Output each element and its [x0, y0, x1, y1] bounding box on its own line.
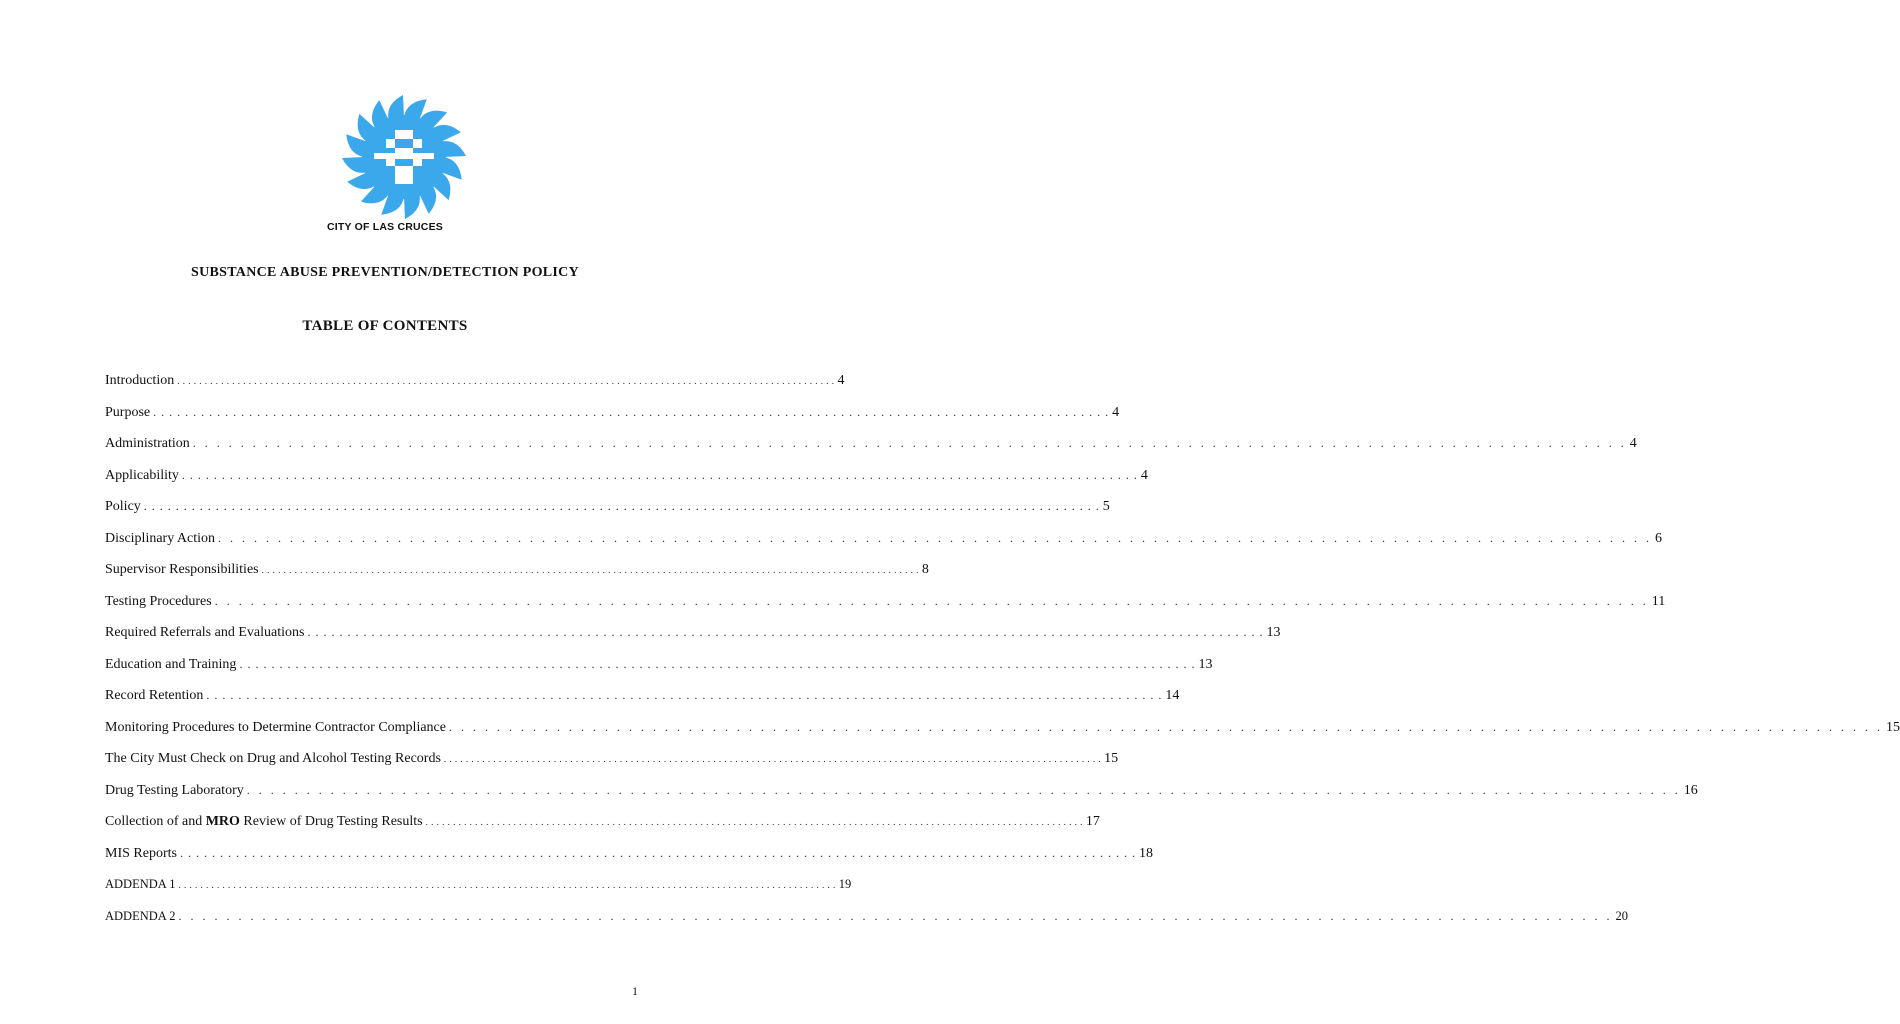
toc-label: Supervisor Responsibilities	[105, 562, 259, 577]
toc-label-suffix: Review of Drug Testing Results	[239, 814, 423, 829]
toc-entry-disciplinary-action[interactable]	[105, 530, 1663, 563]
toc-label: Testing Procedures	[105, 593, 212, 609]
toc-entry-drug-testing-laboratory[interactable]	[105, 782, 1698, 815]
logo-check	[413, 139, 422, 148]
toc-title: TABLE OF CONTENTS	[302, 318, 468, 334]
dot-leader: . . . . . . . . . . . . . . . . . . . . . . . . . . . . . . . . . . . . . . . . . . . . . . . . . . . . . . . . . . . . . . . . . . . . . . . . . . . . . . . . . . . . . . . . . . . . . . . . . . . . . . . . . . . . . . . . . . . . . . . .	[143, 499, 1100, 513]
toc-page: 13	[1266, 625, 1281, 640]
toc-page: 14	[1165, 688, 1180, 703]
dot-leader: . . . . . . . . . . . . . . . . . . . . . . . . . . . . . . . . . . . . . . . . . . . . . . . . . . . . . . . . . . . . . . . . . . . . . . . . . . . . . . . . . . . . . . . . . . . . . . . . . . . . . . . . . . . . . . . . . . . . . . . .	[192, 436, 1627, 450]
toc-label: Required Referrals and Evaluations	[105, 625, 305, 640]
dot-leader: . . . . . . . . . . . . . . . . . . . . . . . . . . . . . . . . . . . . . . . . . . . . . . . . . . . . . . . . . . . . . . . . . . . . . . . . . . . . . . . . . . . . . . . . . . . . . . . . . . . . . . . . . . . . . . . . . . . . . . . .	[307, 625, 1264, 639]
dot-leader: . . . . . . . . . . . . . . . . . . . . . . . . . . . . . . . . . . . . . . . . . . . . . . . . . . . . . . . . . . . . . . . . . . . . . . . . . . . . . . . . . . . . . . . . . . . . . . . . . . . . . . . . . . . . . . . . . . . . . . . .	[206, 688, 1163, 702]
toc-entry-supervisor-responsibilities[interactable]	[105, 562, 929, 594]
dot-leader: . . . . . . . . . . . . . . . . . . . . . . . . . . . . . . . . . . . . . . . . . . . . . . . . . . . . . . . . . . . . . . . . . . . . . . . . . . . . . . . . . . . . . . . . . . . . . . . . . . . . . . . . . . . . . . . . . . . . . . . .	[425, 817, 1083, 827]
logo-check	[386, 139, 395, 148]
toc-label: ADDENDA 2	[105, 908, 176, 923]
toc-page: 13	[1198, 656, 1213, 672]
toc-entry-applicability[interactable]	[105, 467, 1148, 500]
toc-page: 4	[1140, 467, 1148, 483]
toc-page: 19	[838, 877, 852, 891]
logo-check	[395, 130, 404, 139]
table-of-contents	[105, 373, 1900, 940]
toc-label: Introduction	[105, 373, 175, 388]
toc-entry-testing-procedures[interactable]	[105, 593, 1666, 626]
toc-entry-monitoring-procedures[interactable]	[105, 719, 1900, 752]
toc-page: 4	[1112, 404, 1120, 420]
dot-leader: . . . . . . . . . . . . . . . . . . . . . . . . . . . . . . . . . . . . . . . . . . . . . . . . . . . . . . . . . . . . . . . . . . . . . . . . . . . . . . . . . . . . . . . . . . . . . . . . . . . . . . . . . . . . . . . . . . . . . . . .	[246, 782, 1681, 797]
dot-leader: . . . . . . . . . . . . . . . . . . . . . . . . . . . . . . . . . . . . . . . . . . . . . . . . . . . . . . . . . . . . . . . . . . . . . . . . . . . . . . . . . . . . . . . . . . . . . . . . . . . . . . . . . . . . . . . . . . . . . . . .	[218, 530, 1653, 545]
toc-entry-administration[interactable]	[105, 436, 1637, 468]
toc-page: 15	[1885, 719, 1900, 735]
toc-label: ADDENDA 1	[105, 877, 176, 891]
dot-leader: . . . . . . . . . . . . . . . . . . . . . . . . . . . . . . . . . . . . . . . . . . . . . . . . . . . . . . . . . . . . . . . . . . . . . . . . . . . . . . . . . . . . . . . . . . . . . . . . . . . . . . . . . . . . . . . . . . . . . . . .	[178, 908, 1613, 923]
dot-leader: . . . . . . . . . . . . . . . . . . . . . . . . . . . . . . . . . . . . . . . . . . . . . . . . . . . . . . . . . . . . . . . . . . . . . . . . . . . . . . . . . . . . . . . . . . . . . . . . . . . . . . . . . . . . . . . . . . . . . . . .	[153, 404, 1110, 419]
toc-label: Education and Training	[105, 656, 237, 672]
toc-label: Administration	[105, 436, 190, 451]
toc-entry-policy[interactable]	[105, 499, 1110, 531]
toc-page: 8	[921, 562, 929, 577]
logo-check	[404, 130, 413, 139]
toc-label: Drug Testing Laboratory	[105, 782, 244, 798]
logo-cross-bar	[374, 153, 434, 159]
toc-entry-record-retention[interactable]	[105, 688, 1180, 720]
toc-label: MIS Reports	[105, 845, 177, 861]
dot-leader: . . . . . . . . . . . . . . . . . . . . . . . . . . . . . . . . . . . . . . . . . . . . . . . . . . . . . . . . . . . . . . . . . . . . . . . . . . . . . . . . . . . . . . . . . . . . . . . . . . . . . . . . . . . . . . . . . . . . . . . .	[178, 880, 836, 890]
toc-page: 4	[1629, 436, 1637, 451]
toc-entry-required-referrals[interactable]	[105, 625, 1281, 657]
city-name: CITY OF LAS CRUCES	[327, 221, 443, 233]
sun-logo-icon	[338, 92, 470, 222]
toc-page: 17	[1085, 814, 1100, 829]
logo-check	[395, 166, 404, 175]
toc-label: Disciplinary Action	[105, 530, 216, 546]
dot-leader: . . . . . . . . . . . . . . . . . . . . . . . . . . . . . . . . . . . . . . . . . . . . . . . . . . . . . . . . . . . . . . . . . . . . . . . . . . . . . . . . . . . . . . . . . . . . . . . . . . . . . . . . . . . . . . . . . . . . . . . .	[181, 467, 1138, 482]
toc-entry-education-training[interactable]	[105, 656, 1213, 689]
toc-label: Record Retention	[105, 688, 204, 703]
dot-leader: . . . . . . . . . . . . . . . . . . . . . . . . . . . . . . . . . . . . . . . . . . . . . . . . . . . . . . . . . . . . . . . . . . . . . . . . . . . . . . . . . . . . . . . . . . . . . . . . . . . . . . . . . . . . . . . . . . . . . . . .	[179, 845, 1136, 860]
toc-page: 5	[1102, 499, 1110, 514]
toc-page: 20	[1615, 908, 1628, 923]
toc-entry-addenda-2[interactable]	[105, 908, 1628, 941]
dot-leader: . . . . . . . . . . . . . . . . . . . . . . . . . . . . . . . . . . . . . . . . . . . . . . . . . . . . . . . . . . . . . . . . . . . . . . . . . . . . . . . . . . . . . . . . . . . . . . . . . . . . . . . . . . . . . . . . . . . . . . . .	[214, 593, 1649, 608]
toc-entry-purpose[interactable]	[105, 404, 1120, 437]
policy-title: SUBSTANCE ABUSE PREVENTION/DETECTION POLICY	[190, 265, 579, 280]
logo-check	[404, 166, 413, 175]
dot-leader: . . . . . . . . . . . . . . . . . . . . . . . . . . . . . . . . . . . . . . . . . . . . . . . . . . . . . . . . . . . . . . . . . . . . . . . . . . . . . . . . . . . . . . . . . . . . . . . . . . . . . . . . . . . . . . . . . . . . . . . .	[177, 376, 835, 386]
toc-entry-addenda-1[interactable]	[105, 877, 852, 909]
toc-label	[105, 814, 423, 830]
toc-page: 11	[1651, 593, 1666, 609]
dot-leader: . . . . . . . . . . . . . . . . . . . . . . . . . . . . . . . . . . . . . . . . . . . . . . . . . . . . . . . . . . . . . . . . . . . . . . . . . . . . . . . . . . . . . . . . . . . . . . . . . . . . . . . . . . . . . . . . . . . . . . . .	[239, 656, 1196, 671]
toc-label: Monitoring Procedures to Determine Contractor Compliance	[105, 719, 446, 735]
toc-entry-collection-mro-review[interactable]	[105, 814, 1100, 846]
page-number: 1	[632, 984, 638, 998]
toc-page: 15	[1104, 751, 1119, 766]
toc-label-bold: MRO	[205, 814, 240, 829]
dot-leader: . . . . . . . . . . . . . . . . . . . . . . . . . . . . . . . . . . . . . . . . . . . . . . . . . . . . . . . . . . . . . . . . . . . . . . . . . . . . . . . . . . . . . . . . . . . . . . . . . . . . . . . . . . . . . . . . . . . . . . . .	[443, 754, 1102, 764]
toc-label: Applicability	[105, 467, 179, 483]
toc-label: Policy	[105, 499, 141, 514]
dot-leader: . . . . . . . . . . . . . . . . . . . . . . . . . . . . . . . . . . . . . . . . . . . . . . . . . . . . . . . . . . . . . . . . . . . . . . . . . . . . . . . . . . . . . . . . . . . . . . . . . . . . . . . . . . . . . . . . . . . . . . . .	[261, 565, 919, 575]
logo-check	[404, 175, 413, 184]
toc-page: 18	[1138, 845, 1153, 861]
toc-label: Purpose	[105, 404, 151, 420]
dot-leader: . . . . . . . . . . . . . . . . . . . . . . . . . . . . . . . . . . . . . . . . . . . . . . . . . . . . . . . . . . . . . . . . . . . . . . . . . . . . . . . . . . . . . . . . . . . . . . . . . . . . . . . . . . . . . . . . . . . . . . . .	[448, 719, 1883, 734]
toc-label: The City Must Check on Drug and Alcohol Testing Records	[105, 751, 441, 766]
toc-page: 4	[837, 373, 845, 388]
toc-entry-mis-reports[interactable]	[105, 845, 1153, 878]
toc-label-prefix: Collection of and	[105, 814, 206, 829]
logo-check	[395, 175, 404, 184]
toc-page: 6	[1655, 530, 1663, 546]
toc-entry-city-must-check[interactable]	[105, 751, 1119, 783]
city-logo	[338, 92, 470, 222]
toc-page: 16	[1683, 782, 1698, 798]
toc-entry-introduction[interactable]	[105, 373, 845, 405]
